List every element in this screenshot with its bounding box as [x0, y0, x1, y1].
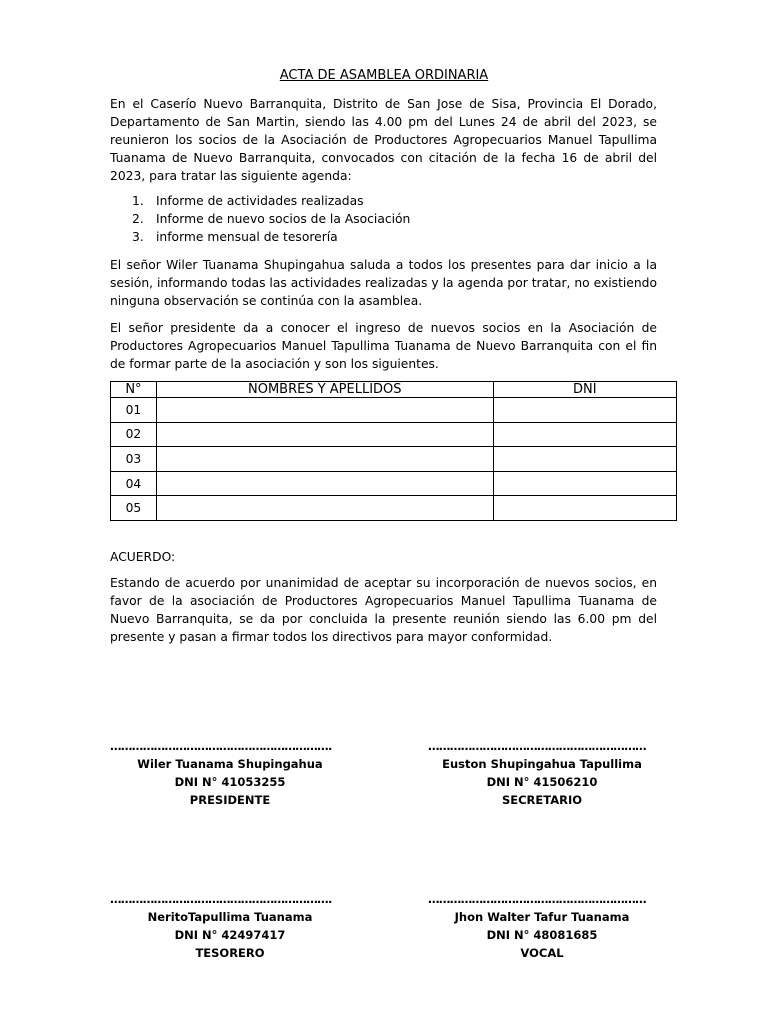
header-dni: DNI: [493, 382, 676, 398]
signer-dni: DNI N° 42497417: [174, 928, 286, 942]
dni-cell: [493, 422, 676, 447]
table-row: [111, 398, 677, 423]
agenda-list: [132, 192, 410, 246]
new-members-paragraph: El señor presidente da a conocer el ingreso de nuevos socios en la Asociación de Productores Agropecuarios Manuel Tapullima Tuanama de Nuevo Barranquita con el fin de formar parte de la asociación y son los siguientes.: [110, 321, 657, 371]
table-row: [111, 496, 677, 521]
table-header-row: [111, 382, 677, 398]
signer-role: SECRETARIO: [501, 793, 583, 807]
row-number: 04: [111, 471, 157, 496]
dni-cell: [493, 447, 676, 472]
row-number: 03: [111, 447, 157, 472]
document-title: ACTA DE ASAMBLEA ORDINARIA: [279, 68, 489, 83]
name-cell: [156, 422, 493, 447]
header-names: NOMBRES Y APELLIDOS: [156, 382, 493, 398]
signature-president: [110, 737, 350, 809]
signer-role: VOCAL: [520, 946, 564, 960]
signer-name: Euston Shupingahua Tapullima: [442, 757, 642, 771]
signature-line: ……………………………………………………: [428, 739, 647, 753]
agreement-label: ACUERDO:: [110, 550, 176, 564]
members-table: [110, 381, 677, 521]
signer-name: NeritoTapullima Tuanama: [147, 910, 313, 924]
greeting-paragraph: El señor Wiler Tuanama Shupingahua saluda a todos los presentes para dar inicio a la sesión, informando todas las actividades realizadas y la agenda por tratar, no existiendo ninguna observación se continúa con la asamblea.: [110, 258, 657, 308]
dni-cell: [493, 496, 676, 521]
signature-treasurer: [110, 890, 350, 962]
agreement-paragraph: Estando de acuerdo por unanimidad de aceptar su incorporación de nuevos socios, en favor de la asociación de Productores Agropecuarios Manuel Tapullima Tuanama de Nuevo Barranquita, se da por concluida la presente reunión siendo las 6.00 pm del presente y pasan a firmar todos los directivos para mayor conformidad.: [110, 576, 657, 644]
row-number: 05: [111, 496, 157, 521]
dni-cell: [493, 398, 676, 423]
header-number: N°: [111, 382, 157, 398]
signature-secretary: [428, 737, 656, 809]
table-row: [111, 447, 677, 472]
dni-cell: [493, 471, 676, 496]
agenda-item: 1. Informe de actividades realizadas: [132, 194, 364, 208]
signer-role: TESORERO: [195, 946, 265, 960]
signer-dni: DNI N° 41053255: [174, 775, 286, 789]
row-number: 01: [111, 398, 157, 423]
signer-name: Wiler Tuanama Shupingahua: [137, 757, 323, 771]
row-number: 02: [111, 422, 157, 447]
agenda-item: 2. Informe de nuevo socios de la Asociación: [132, 212, 411, 226]
signer-dni: DNI N° 41506210: [486, 775, 598, 789]
signature-line: ……………………………………………………: [428, 892, 647, 906]
signature-line: …………………………………………………….: [110, 739, 332, 753]
signature-line: …………………………………………………….: [110, 892, 332, 906]
name-cell: [156, 496, 493, 521]
agenda-item: 3. informe mensual de tesorería: [132, 230, 338, 244]
signature-vocal: [428, 890, 656, 962]
name-cell: [156, 447, 493, 472]
intro-paragraph: En el Caserío Nuevo Barranquita, Distrito de San Jose de Sisa, Provincia El Dorado, Departamento de San Martin, siendo las 4.00 pm del Lunes 24 de abril del 2023, se reunieron los socios de la Asociación de Productores Agropecuarios Manuel Tapullima Tuanama de Nuevo Barranquita, convocados con citación de la fecha 16 de abril del 2023, para tratar las siguiente agenda:: [110, 97, 657, 183]
signer-role: PRESIDENTE: [189, 793, 271, 807]
signer-dni: DNI N° 48081685: [486, 928, 598, 942]
name-cell: [156, 398, 493, 423]
signer-name: Jhon Walter Tafur Tuanama: [454, 910, 630, 924]
name-cell: [156, 471, 493, 496]
table-row: [111, 471, 677, 496]
table-row: [111, 422, 677, 447]
